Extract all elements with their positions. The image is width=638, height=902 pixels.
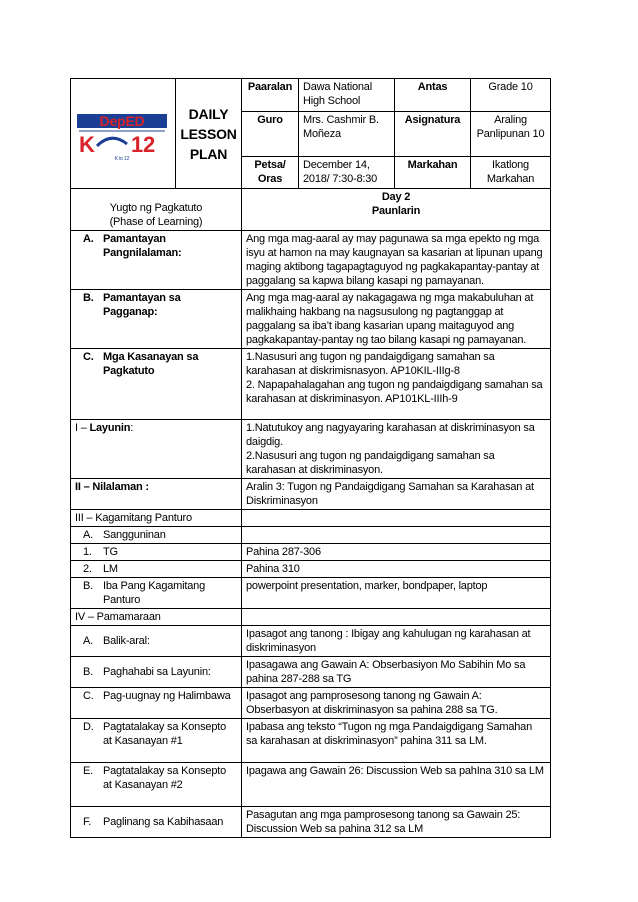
- step-c-value: Ipasagot ang pamprosesong tanong ng Gawain A: Obserbasyon at diskriminasyon sa pahina 288 sa TG.: [242, 688, 551, 719]
- step-d-label: D. Pagtatalakay sa Konsepto at Kasanayan #1: [71, 719, 242, 763]
- school-label: Paaralan: [242, 79, 299, 112]
- tg-value: Pahina 287-306: [242, 544, 551, 561]
- layunin-label: I – Layunin:: [71, 420, 242, 479]
- section-a-value: Ang mga mag-aaral ay may pagunawa sa mga epekto ng mga isyu at hamon na may kaugnayan sa kasarian at lipunan upang maging aktibong tagapagtaguyod ng pagkakapantay-pantay at paggalang sa kapwa bilang kasapi ng pamayanan.: [242, 231, 551, 290]
- step-e-value: Ipagawa ang Gawain 26: Discussion Web sa pahIna 310 sa LM: [242, 763, 551, 807]
- section-c-value: [242, 349, 551, 420]
- grade-value: Grade 10: [471, 79, 551, 112]
- step-d-value: Ipabasa ang teksto “Tugon ng mga Pandaigdigang Samahan sa karahasan at diskriminasyon” pahina 311 sa LM.: [242, 719, 551, 763]
- deped-logo-cell: [71, 79, 176, 189]
- sanggunian-label: A. Sangguninan: [71, 527, 242, 544]
- competency-2: 2. Napapahalagahan ang tugon ng pandaigdigang samahan sa karahasan at diskriminasyon. AP101KL-IIIh-9: [246, 379, 543, 405]
- lm-label: 2. LM: [71, 561, 242, 578]
- subject-label: Asignatura: [395, 112, 471, 157]
- step-b-value: Ipasagawa ang Gawain A: Obserbasiyon Mo Sabihin Mo sa pahina 287-288 sa TG: [242, 657, 551, 688]
- kagamitan-heading: III – Kagamitang Panturo: [71, 510, 242, 527]
- lesson-plan-table: [70, 78, 551, 838]
- quarter-value: Ikatlong Markahan: [471, 157, 551, 189]
- teacher-label: Guro: [242, 112, 299, 157]
- lm-value: Pahina 310: [242, 561, 551, 578]
- section-b-label: B. Pamantayan sa Pagganap:: [71, 290, 242, 349]
- deped-k12-logo: [71, 102, 174, 162]
- pamamaraan-heading: IV – Pamamaraan: [71, 609, 242, 626]
- nilalaman-label: II – Nilalaman :: [71, 479, 242, 510]
- objective-2: 2.Nasusuri ang tugon ng pandaigdigang samahan sa karahasan at diskriminasyon.: [246, 450, 495, 476]
- quarter-label: Markahan: [395, 157, 471, 189]
- step-e-label: E. Pagtatalakay sa Konsepto at Kasanayan #2: [71, 763, 242, 807]
- tg-label: 1. TG: [71, 544, 242, 561]
- step-a-label: A. Balik-aral:: [71, 626, 242, 657]
- school-value: Dawa National High School: [299, 79, 395, 112]
- lesson-plan-sheet: [70, 78, 550, 838]
- step-b-label: B. Paghahabi sa Layunin:: [71, 657, 242, 688]
- iba-pang-kagamitan-value: powerpoint presentation, marker, bondpaper, laptop: [242, 578, 551, 609]
- grade-label: Antas: [395, 79, 471, 112]
- nilalaman-value: Aralin 3: Tugon ng Pandaigdigang Samahan sa Karahasan at Diskriminasyon: [242, 479, 551, 510]
- objective-1: 1.Natutukoy ang nagyayaring karahasan at diskriminasyon sa daigdig.: [246, 422, 535, 448]
- svg-text:12: 12: [131, 131, 156, 157]
- step-f-label: F. Paglinang sa Kabihasaan: [71, 807, 242, 838]
- phase-label: Yugto ng Pagkatuto (Phase of Learning): [71, 189, 242, 231]
- step-a-value: Ipasagot ang tanong : Ibigay ang kahulugan ng karahasan at diskriminasyon: [242, 626, 551, 657]
- section-c-label: C. Mga Kasanayan sa Pagkatuto: [71, 349, 242, 420]
- step-c-label: C. Pag-uugnay ng Halimbawa: [71, 688, 242, 719]
- step-f-value: Pasagutan ang mga pamprosesong tanong sa Gawain 25: Discussion Web sa pahina 312 sa LM: [242, 807, 551, 838]
- phase-value: Day 2 Paunlarin: [242, 189, 551, 231]
- section-b-value: Ang mga mag-aaral ay nakagagawa ng mga makabuluhan at malikhaing hakbang na nagsusulong ng pagtanggap at paggalang sa iba’t ibang kasarian upang maitaguyod ang pagkakapantay-pantay ng tao bilang kasapi ng pamayanan.: [242, 290, 551, 349]
- logo-top-text: DepED: [99, 112, 145, 129]
- logo-bottom-text: K to 12: [114, 155, 130, 162]
- layunin-value: [242, 420, 551, 479]
- subject-value: Araling Panlipunan 10: [471, 112, 551, 157]
- svg-text:K: K: [79, 131, 95, 157]
- dlp-title: DAILY LESSON PLAN: [176, 79, 242, 189]
- section-a-label: A. Pamantayan Pangnilalaman:: [71, 231, 242, 290]
- teacher-value: Mrs. Cashmir B. Moñeza: [299, 112, 395, 157]
- date-label: Petsa/ Oras: [242, 157, 299, 189]
- competency-1: 1.Nasusuri ang tugon ng pandaigdigang samahan sa karahasan at diskrimisnasyon. AP10KIL-IIIg-8: [246, 351, 495, 377]
- date-value: December 14, 2018/ 7:30-8:30: [299, 157, 395, 189]
- iba-pang-kagamitan-label: B. Iba Pang Kagamitang Panturo: [71, 578, 242, 609]
